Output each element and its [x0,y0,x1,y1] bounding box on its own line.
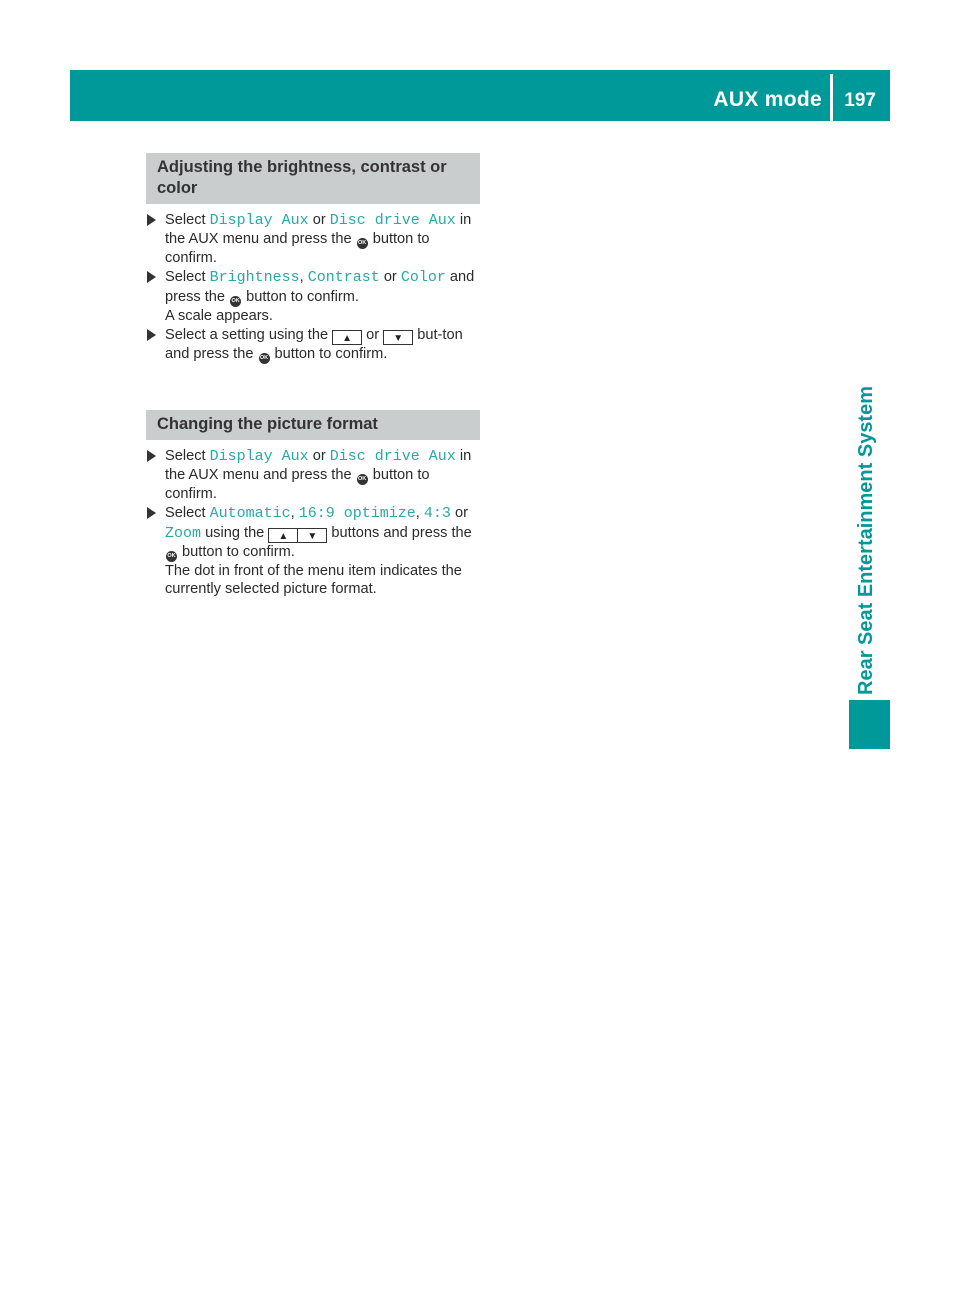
menu-item-4-3: 4:3 [423,505,451,523]
down-arrow-button-icon: ▼ [383,330,413,345]
menu-item-disc-drive-aux: Disc drive Aux [329,448,456,465]
step-text: or [450,505,468,522]
menu-item-zoom: Zoom [165,524,202,542]
step-bullet-icon [147,271,156,283]
menu-item-display-aux: Display Aux [209,212,309,229]
section-heading: Adjusting the brightness, contrast or color [146,153,480,204]
step-text: and press the [165,269,475,305]
step-text: button to confirm. [242,288,359,305]
chapter-title: AUX mode [713,88,822,111]
header-divider [830,74,833,121]
menu-item-color: Color [400,269,446,287]
step-text: Select [165,212,210,228]
step-bullet-icon [147,214,156,226]
step-bullet-icon [147,329,156,341]
menu-item-brightness: Brightness [209,269,300,287]
step-text: button to confirm. [165,231,430,267]
step-text: Select a setting using the [165,326,333,343]
step-text: , [415,505,424,522]
step-item [146,447,480,503]
step-result-note: A scale appears. [165,307,273,324]
step-text: Select [165,269,210,286]
side-tab-marker [849,700,890,749]
ok-button-icon: OK [259,353,270,364]
step-item [146,326,480,364]
step-text: but-ton and press the [165,326,463,362]
step-result-note: The dot in front of the menu item indicates the currently selected picture format. [165,562,462,598]
up-arrow-button-icon: ▲ [268,528,298,543]
step-item [146,211,480,267]
ok-button-icon: OK [166,551,177,562]
step-text: using the [201,524,269,541]
step-text: , [299,269,308,286]
step-text: button to confirm. [270,345,388,362]
step-text: Select [165,505,210,522]
down-arrow-button-icon: ▼ [297,528,327,543]
step-text: or [362,326,384,343]
step-text: Select [165,448,210,464]
section-heading: Changing the picture format [146,410,480,440]
step-text: in the AUX menu and press the [165,212,472,248]
section-brightness [146,153,480,365]
step-text: or [379,269,401,286]
page-number: 197 [844,90,876,111]
step-bullet-icon [147,450,156,462]
header-bar [70,70,890,121]
step-bullet-icon [147,507,156,519]
menu-item-display-aux: Display Aux [209,448,309,465]
step-text: button to confirm. [165,467,430,503]
step-text: buttons and press the [327,524,472,541]
menu-item-automatic: Automatic [209,505,291,523]
menu-item-disc-drive-aux: Disc drive Aux [329,212,456,229]
menu-item-16-9-optimize: 16:9 optimize [298,505,416,523]
step-text: in the AUX menu and press the [165,448,472,484]
side-tab-label: Rear Seat Entertainment System [855,385,877,695]
step-item [146,268,480,324]
step-text: or [308,212,330,228]
ok-button-icon: OK [357,238,368,249]
ok-button-icon: OK [230,296,241,307]
step-text: button to confirm. [178,543,295,560]
menu-item-contrast: Contrast [307,269,380,287]
up-arrow-button-icon: ▲ [332,330,362,345]
step-text: or [308,448,330,464]
ok-button-icon: OK [357,474,368,485]
section-picture-format [146,410,480,599]
step-item [146,504,480,598]
step-text: , [290,505,299,522]
